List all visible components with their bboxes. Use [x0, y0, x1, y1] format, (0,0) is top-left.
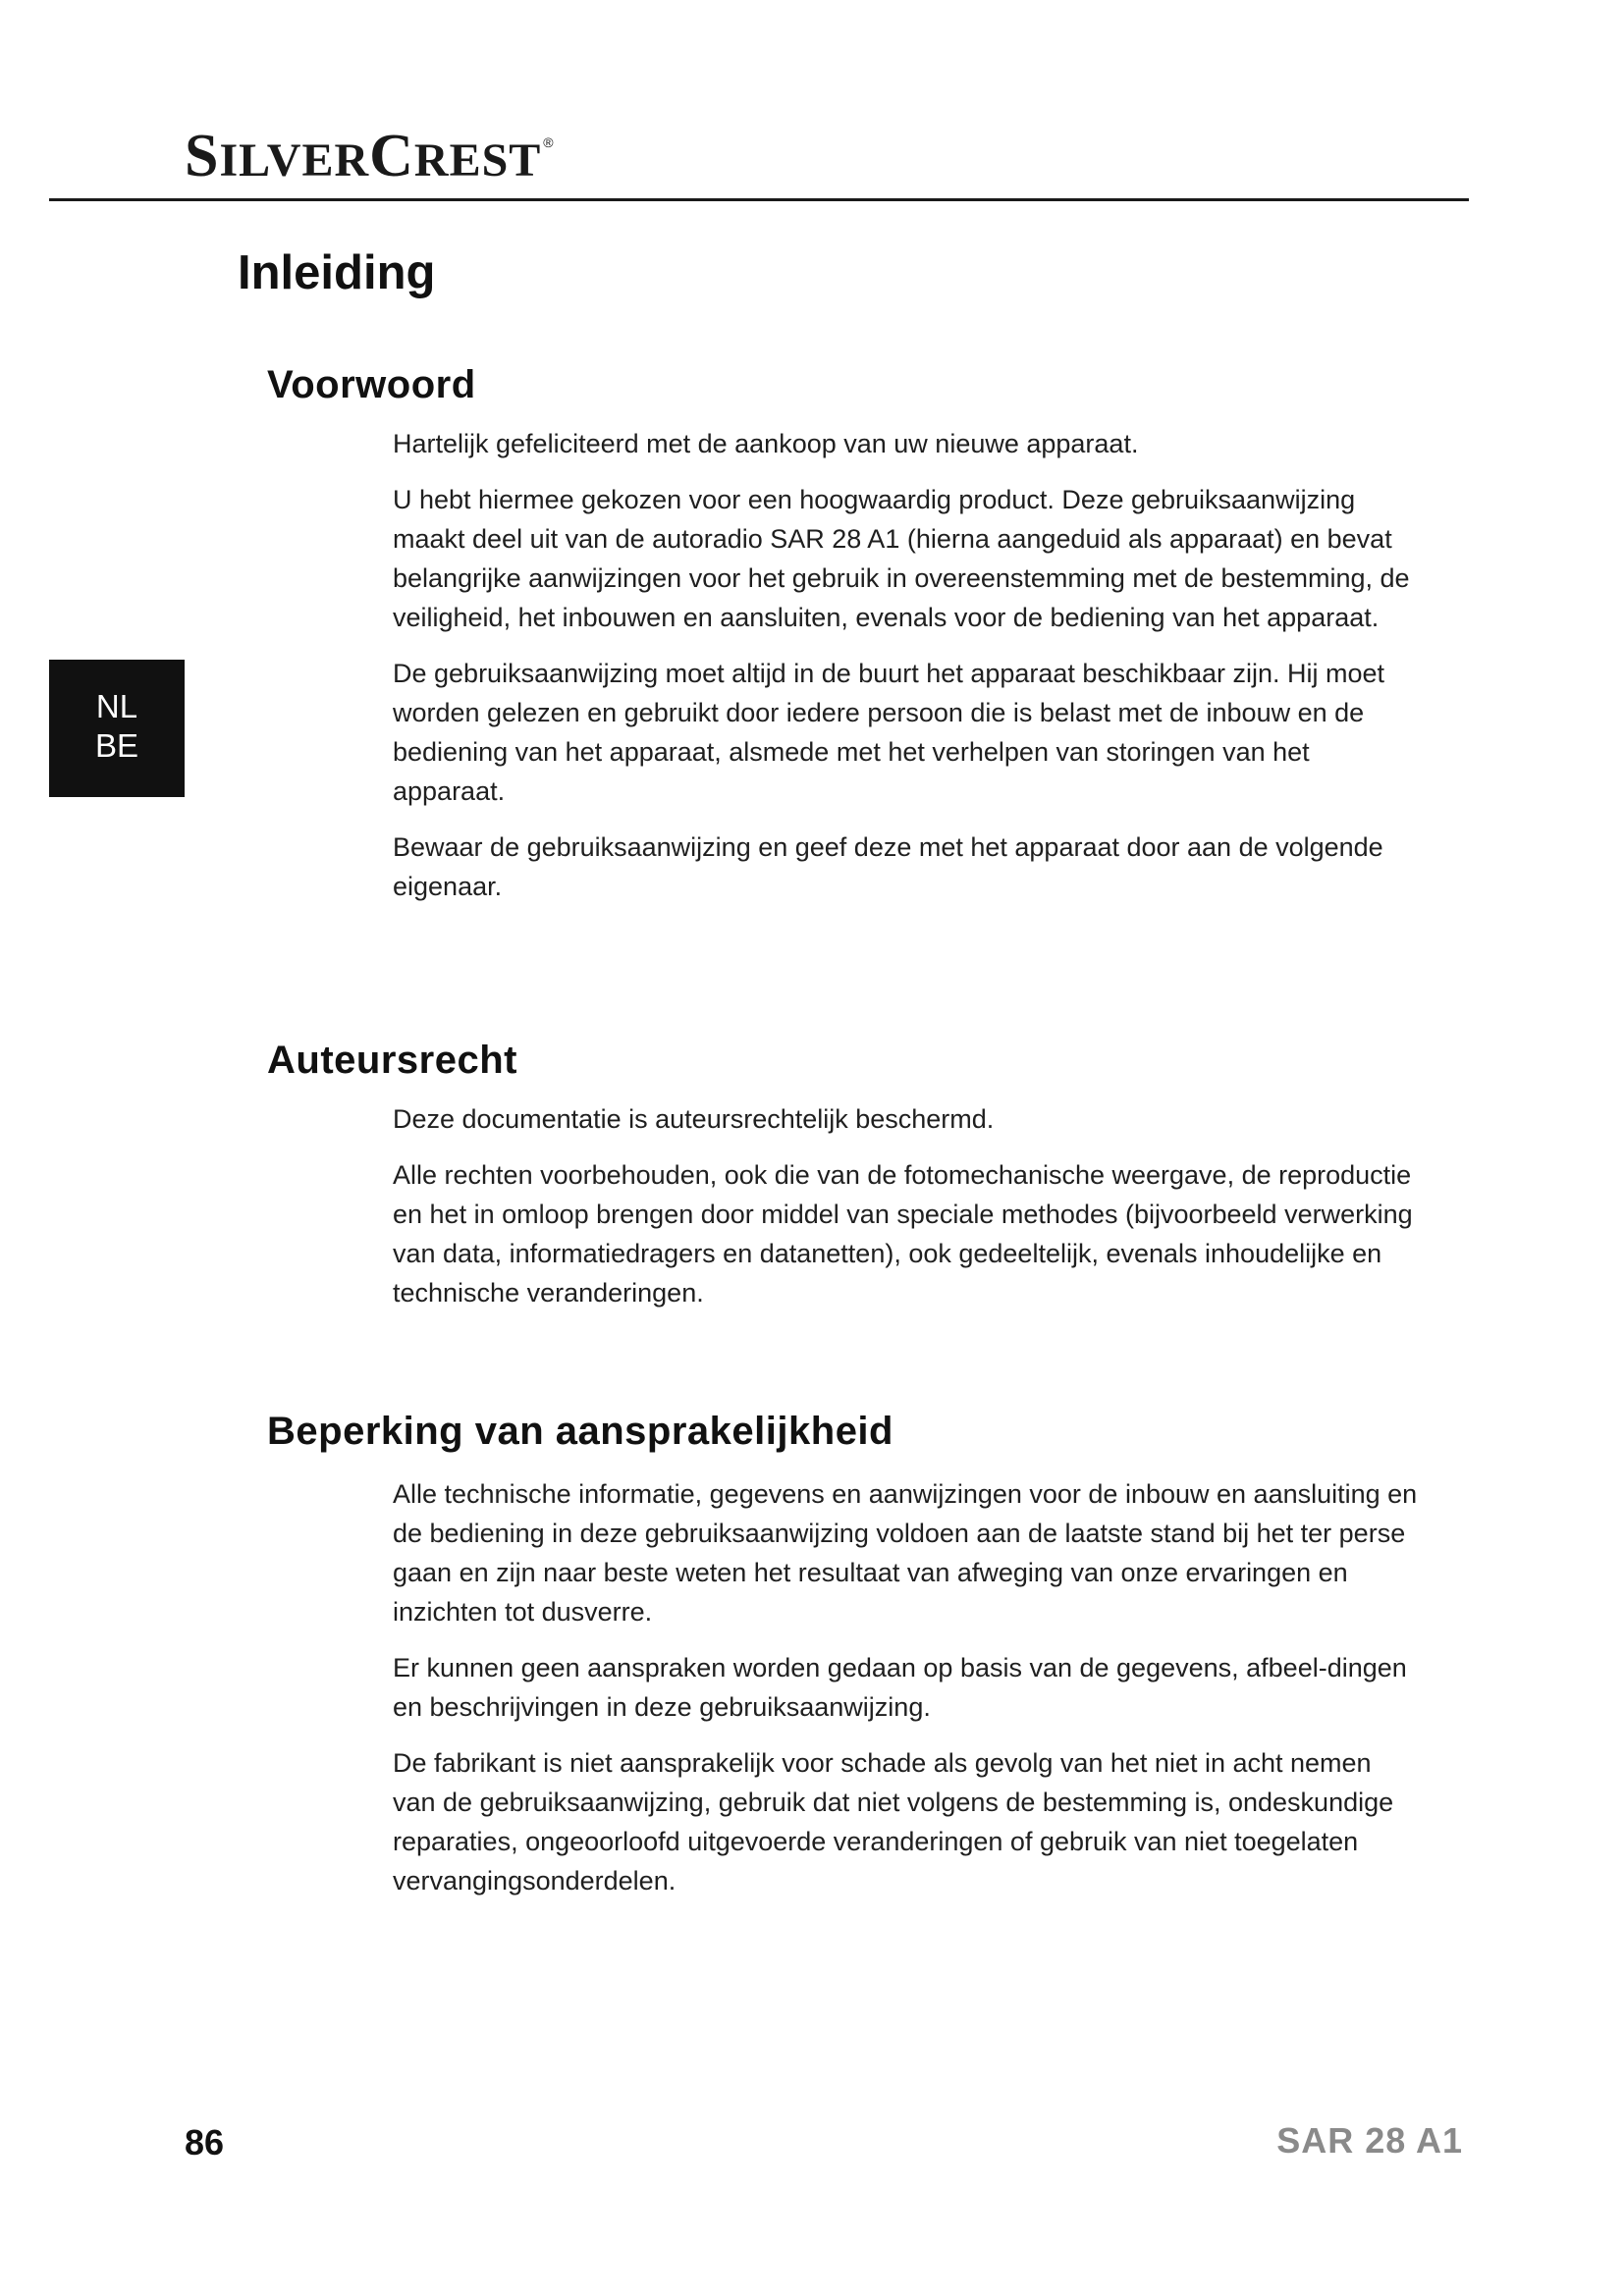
page-title: Inleiding [238, 246, 436, 299]
paragraph: Alle technische informatie, gegevens en aanwijzingen voor de inbouw en aansluiting en de bediening in deze gebruiksaanwijzing voldoen aan de laatste stand bij het ter perse gaan en zijn naar beste weten het resultaat van afweging van onze ervaringen en inzichten tot dusverre. [393, 1479, 1418, 1627]
language-code-be: BE [94, 727, 139, 764]
logo-letters-rest: REST [413, 134, 542, 187]
logo-letter-c: C [369, 123, 414, 189]
brand-logo [185, 123, 555, 189]
logo-registered-mark: ® [543, 134, 555, 150]
header-divider [49, 198, 1469, 201]
paragraph: Alle rechten voorbehouden, ook die van de fotomechanische weergave, de reproductie en het in omloop brengen door middel van speciale methodes (bijvoorbeeld verwerking van data, informatiedragers en datanetten), ook gedeeltelijk, evenals inhoudelijke en technische veranderingen. [393, 1160, 1413, 1308]
paragraph: De gebruiksaanwijzing moet altijd in de buurt het apparaat beschikbaar zijn. Hij moet worden gelezen en gebruikt door iedere persoon die is belast met de inbouw en de bediening van het apparaat, alsmede met het verhelpen van storingen van het apparaat. [393, 659, 1385, 806]
language-code-nl: NL [95, 688, 138, 724]
logo-letters-ilver: ILVER [219, 134, 370, 187]
section-heading-auteursrecht: Auteursrecht [267, 1039, 517, 1082]
section-body-aansprakelijkheid [393, 1474, 1419, 1917]
model-number: SAR 28 A1 [1276, 2120, 1463, 2161]
paragraph: Hartelijk gefeliciteerd met de aankoop van uw nieuwe apparaat. [393, 429, 1139, 458]
section-heading-aansprakelijkheid: Beperking van aansprakelijkheid [267, 1410, 893, 1453]
paragraph: U hebt hiermee gekozen voor een hoogwaardig product. Deze gebruiksaanwijzing maakt deel uit van de autoradio SAR 28 A1 (hierna aangeduid als apparaat) en bevat belangrijke aanwijzingen voor het gebruik in overeenstemming met de bestemming, de veiligheid, het inbouwen en aansluiten, evenals voor de bediening van het apparaat. [393, 485, 1410, 632]
language-tab [49, 660, 185, 797]
section-body-auteursrecht [393, 1099, 1419, 1329]
paragraph: Er kunnen geen aanspraken worden gedaan op basis van de gegevens, afbeel-dingen en beschrijvingen in deze gebruiksaanwijzing. [393, 1653, 1407, 1722]
section-heading-voorwoord: Voorwoord [267, 363, 476, 406]
paragraph: Deze documentatie is auteursrechtelijk beschermd. [393, 1104, 995, 1134]
section-body-voorwoord [393, 424, 1419, 923]
paragraph: De fabrikant is niet aansprakelijk voor schade als gevolg van het niet in acht nemen van de gebruiksaanwijzing, gebruik dat niet volgens de bestemming is, ondeskundige reparaties, ongeoorloofd uitgevoerde veranderingen of gebruik van niet toegelaten vervangingsonderdelen. [393, 1748, 1394, 1896]
page-number: 86 [185, 2122, 225, 2163]
logo-letter-s: S [185, 123, 220, 189]
paragraph: Bewaar de gebruiksaanwijzing en geef deze met het apparaat door aan de volgende eigenaar. [393, 832, 1383, 901]
